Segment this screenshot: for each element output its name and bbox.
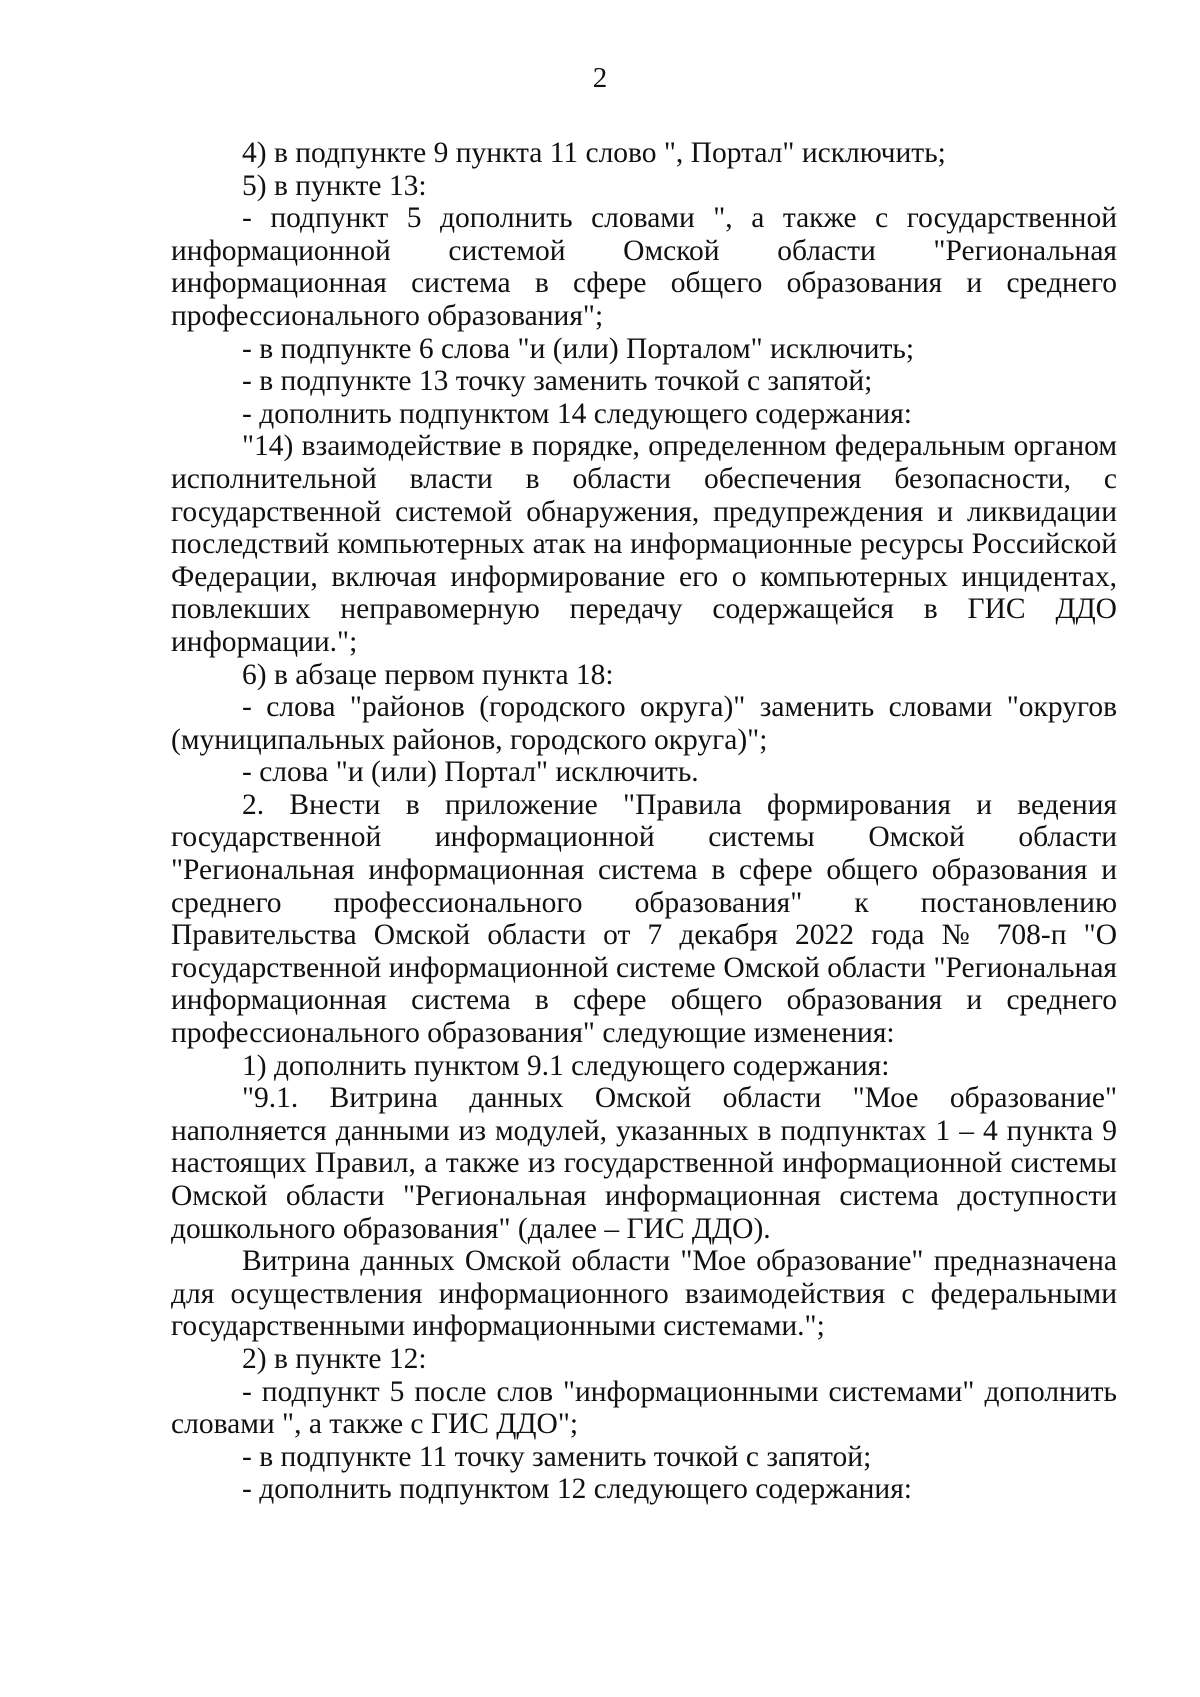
paragraph: 5) в пункте 13: bbox=[242, 169, 427, 202]
paragraph: "9.1. Витрина данных Омской области "Мое образование" наполняется данными из модулей, указанных в подпунктах 1 – 4 пункта 9 настоящих Правил, а также из государственной информационной системы Омской области "Региональная информационная система доступности дошкольного образования" (далее – ГИС ДДО). bbox=[171, 1082, 1117, 1245]
paragraph: - подпункт 5 дополнить словами ", а также с государственной информационной системой Омской области "Региональная информационная система в сфере общего образования и среднего профессионального образования"; bbox=[171, 202, 1117, 332]
paragraph: "14) взаимодействие в порядке, определенном федеральным органом исполнительной власти в области обеспечения безопасности, с государственной системой обнаружения, предупреждения и ликвидации последствий компьютерных атак на информационные ресурсы Российской Федерации, включая информирование его о компьютерных инцидентах, повлекших неправомерную передачу содержащейся в ГИС ДДО информации."; bbox=[171, 430, 1117, 658]
paragraph: 1) дополнить пунктом 9.1 следующего содержания: bbox=[242, 1049, 890, 1082]
paragraph: 2. Внести в приложение "Правила формирования и ведения государственной информационной системы Омской области "Региональная информационная система в сфере общего образования и среднего профессионального образования" к постановлению Правительства Омской области от 7 декабря 2022 года № 708-п "О государственной информационной системе Омской области "Региональная информационная система в сфере общего образования и среднего профессионального образования" следующие изменения: bbox=[171, 788, 1117, 1050]
paragraph: - слова "и (или) Портал" исключить. bbox=[242, 756, 699, 789]
paragraph: - слова "районов (городского округа)" заменить словами "округов (муниципальных районов, городского округа)"; bbox=[171, 691, 1117, 756]
paragraph: Витрина данных Омской области "Мое образование" предназначена для осуществления информационного взаимодействия с федеральными государственными информационными системами."; bbox=[171, 1245, 1117, 1343]
document-body bbox=[171, 137, 1117, 1506]
paragraph: - дополнить подпунктом 12 следующего содержания: bbox=[242, 1473, 912, 1506]
paragraph: 6) в абзаце первом пункта 18: bbox=[242, 658, 614, 691]
paragraph: 4) в подпункте 9 пункта 11 слово ", Портал" исключить; bbox=[242, 137, 946, 169]
paragraph: - в подпункте 6 слова "и (или) Порталом" исключить; bbox=[242, 332, 915, 365]
paragraph: 2) в пункте 12: bbox=[242, 1342, 427, 1375]
page-number: 2 bbox=[592, 62, 608, 94]
paragraph: - подпункт 5 после слов "информационными системами" дополнить словами ", а также с ГИС ДДО"; bbox=[171, 1375, 1117, 1441]
paragraph: - в подпункте 13 точку заменить точкой с запятой; bbox=[242, 365, 873, 398]
paragraph: - в подпункте 11 точку заменить точкой с запятой; bbox=[242, 1440, 872, 1473]
paragraph: - дополнить подпунктом 14 следующего содержания: bbox=[242, 397, 912, 430]
